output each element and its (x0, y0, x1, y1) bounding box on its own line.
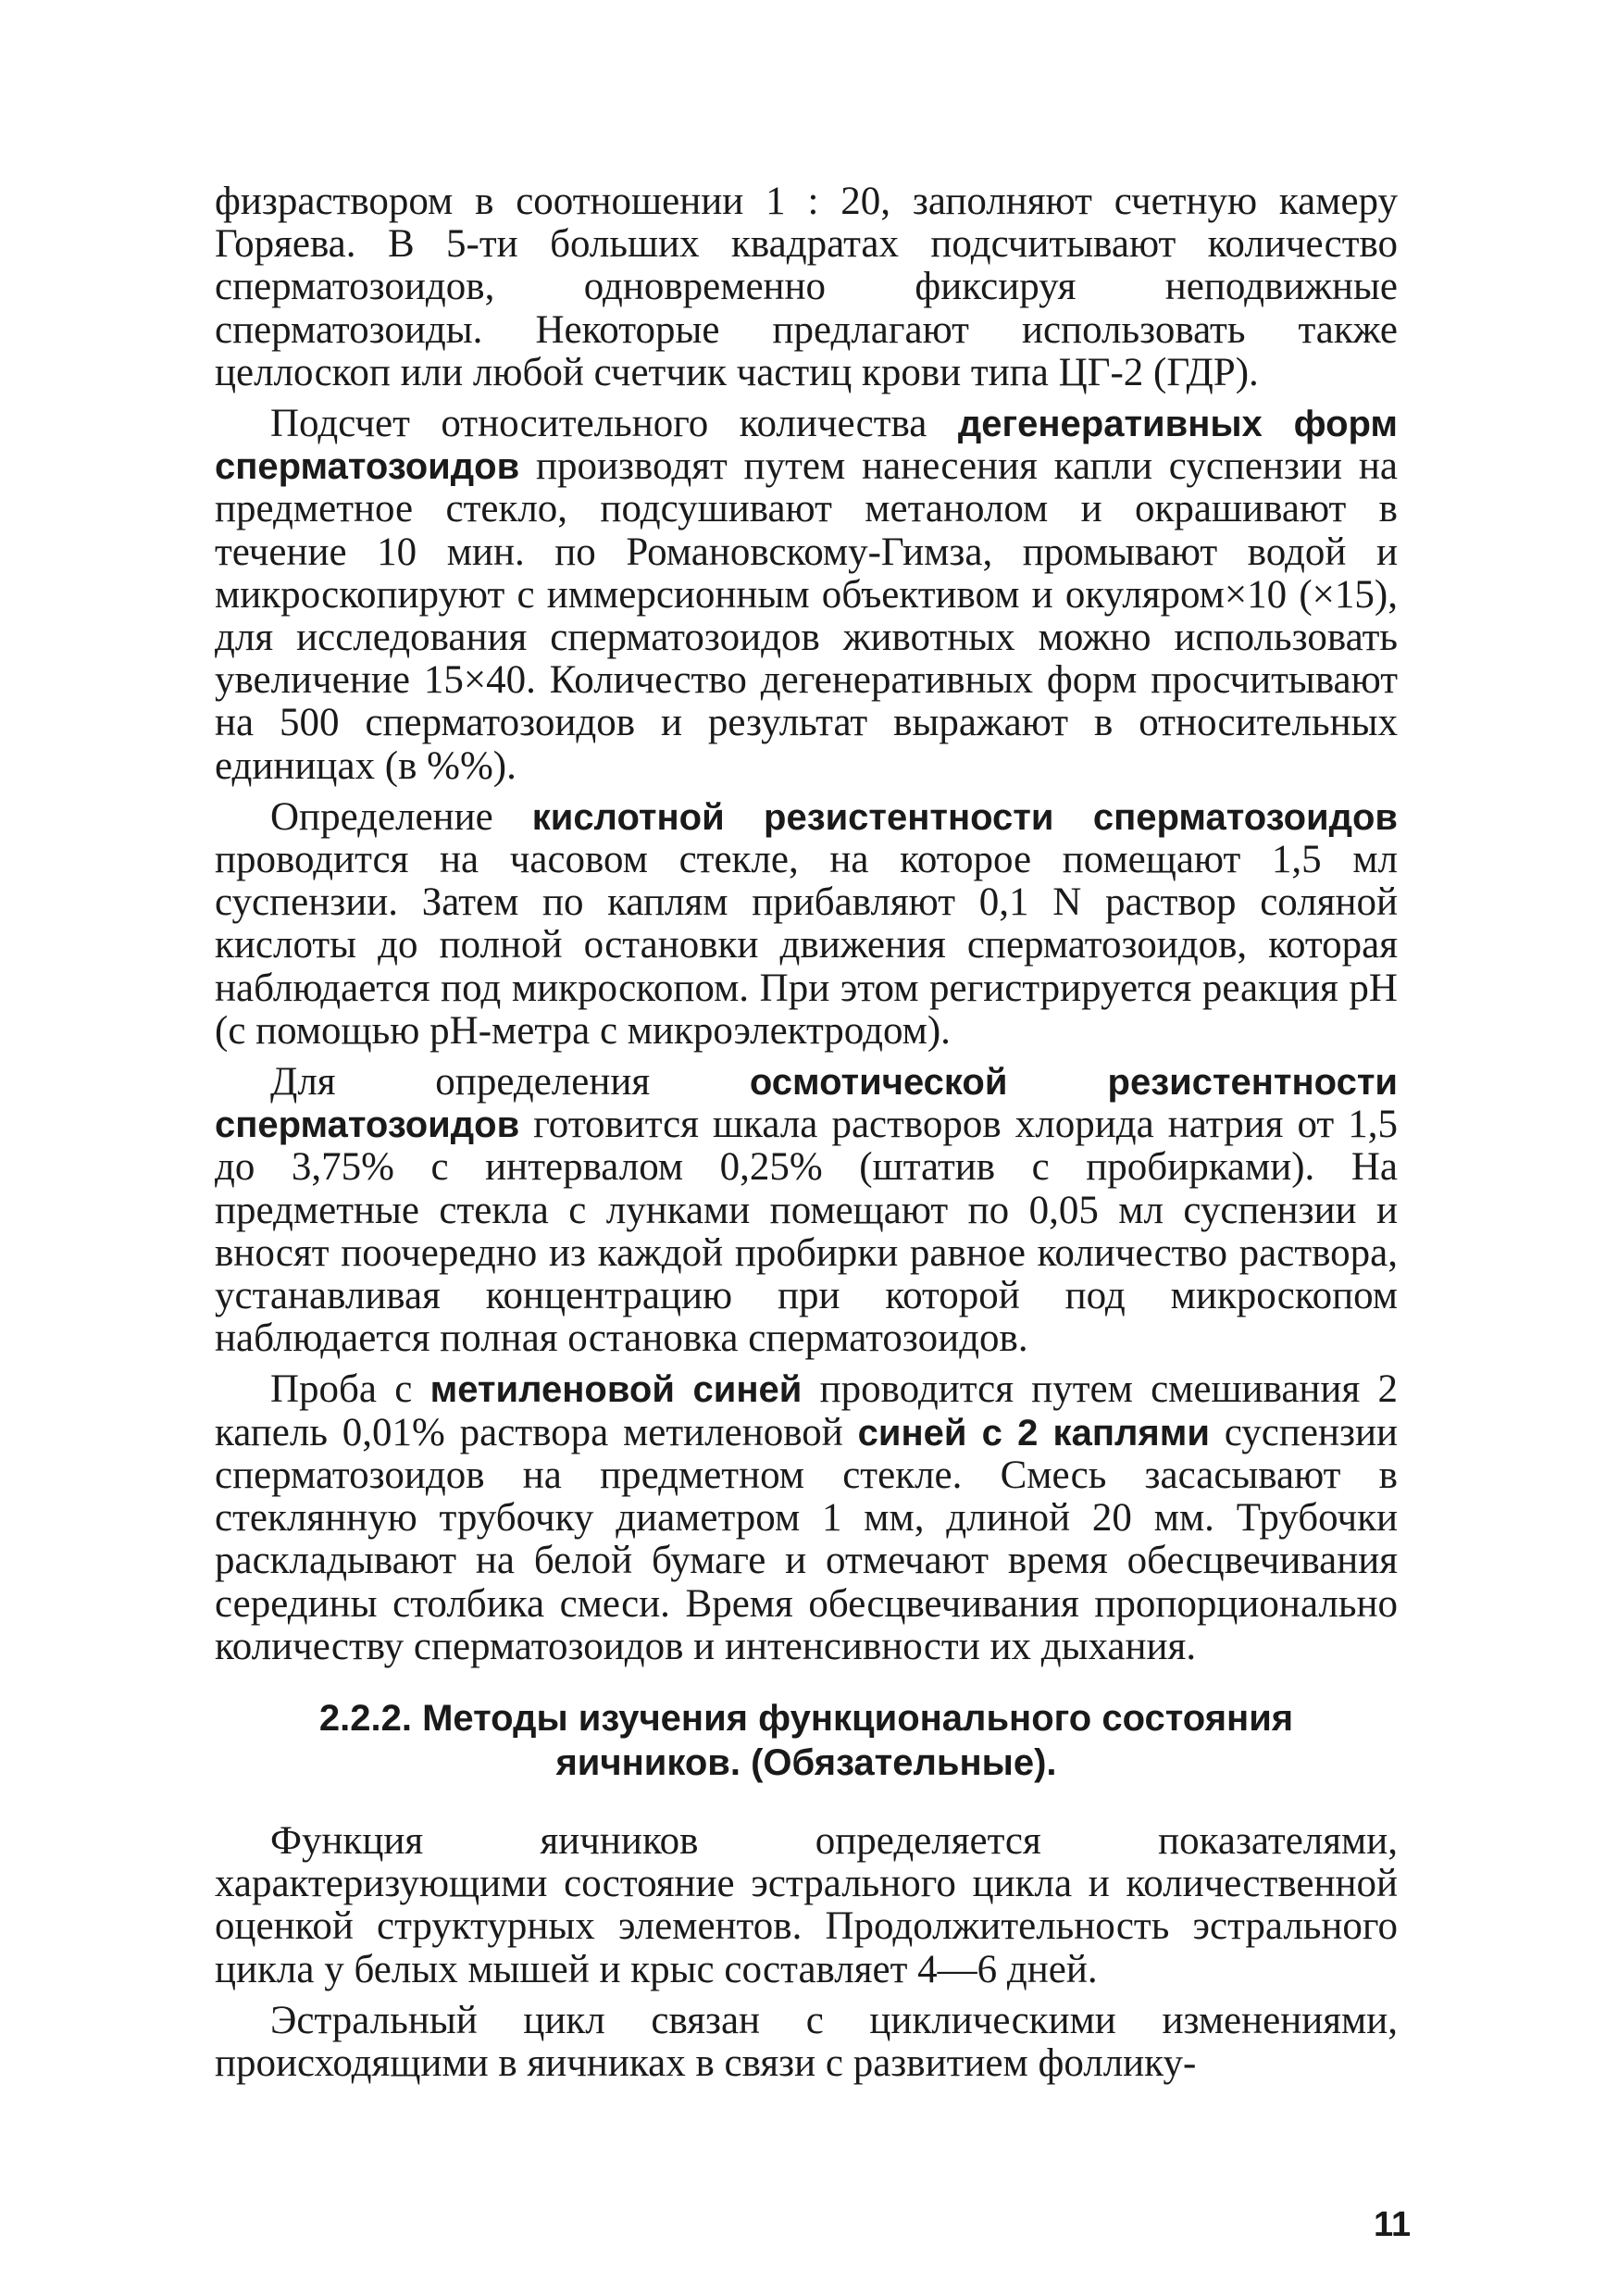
text-run: проводится на часовом стекле, на которое помещают 1,5 мл суспензии. Затем по каплям прибавляют 0,1 N раствор соляной кислоты до полной остановки движения сперматозоидов, которая наблюдается под микроскопом. При этом регистрируется реакция pH (с помощью pH-метра с микроэлектродом). (215, 838, 1398, 1053)
paragraph-degenerative-forms (215, 403, 1398, 788)
page-number: 11 (1374, 2205, 1412, 2244)
bold-term: синей с 2 каплями (857, 1412, 1210, 1454)
paragraph-ovarian-function (215, 1820, 1398, 1991)
paragraph-estrous-cycle (215, 2000, 1398, 2085)
text-run: проводится путем смешивания 2 капель 0,01% раствора метиленовой (215, 1367, 1398, 1454)
text-run: Для определения (270, 1060, 750, 1104)
bold-term: кислотной резистентности сперматозоидов (531, 796, 1399, 838)
bold-term: метиленовой синей (429, 1369, 803, 1411)
bold-term: осмотической резистентности сперматозоидов (215, 1062, 1398, 1146)
section-heading-line-2: яичников. (Обязательные). (555, 1741, 1057, 1783)
body-text (215, 181, 1398, 2093)
paragraph-sperm-count (215, 181, 1398, 394)
bold-term: дегенеративных форм сперматозоидов (215, 404, 1398, 488)
text-run: Подсчет относительного количества (270, 402, 958, 446)
text-run: готовится шкала растворов хлорида натрия от 1,5 до 3,75% с интервалом 0,25% (штатив с пробирками). На предметные стекла с лунками помещают по 0,05 мл суспензии и вносят поочередно из каждой пробирки равное количество раствора, устанавливая концентрацию при которой под микроскопом наблюдается полная остановка сперматозоидов. (215, 1103, 1398, 1361)
text-run: производят путем нанесения капли суспензии на предметное стекло, подсушивают метанолом и окрашивают в течение 10 мин. по Романовскому-Гимза, промывают водой и микроскопируют с иммерсионным объективом и окуляром×10 (×15), для исследования сперматозоидов животных можно использовать увеличение 15×40. Количество дегенеративных форм просчитывают на 500 сперматозоидов и результат выражают в относительных единицах (в %%). (215, 444, 1398, 788)
text-run: физраствором в соотношении 1 : 20, заполняют счетную камеру Горяева. В 5-ти больших квадратах подсчитывают количество сперматозоидов, одновременно фиксируя неподвижные сперматозоиды. Некоторые предлагают использовать также целлоскоп или любой счетчик частиц крови типа ЦГ-2 (ГДР). (215, 180, 1398, 394)
text-run: Эстральный цикл связан с циклическими изменениями, происходящими в яичниках в связи с развитием фоллику- (215, 1998, 1398, 2085)
paragraph-methylene-blue-test (215, 1368, 1398, 1667)
paragraph-osmotic-resistance (215, 1061, 1398, 1360)
section-heading (215, 1696, 1398, 1785)
paragraph-acid-resistance (215, 796, 1398, 1053)
text-run: Определение (270, 794, 532, 839)
text-run: Проба с (270, 1367, 430, 1412)
text-run: суспензии сперматозоидов на предметном стекле. Смесь засасывают в стеклянную трубочку диаметром 1 мм, длиной 20 мм. Трубочки раскладывают на белой бумаге и отмечают время обесцвечивания середины столбика смеси. Время обесцвечивания пропорционально количеству сперматозоидов и интенсивности их дыхания. (215, 1410, 1398, 1668)
section-heading-line-1: 2.2.2. Методы изучения функционального состояния (318, 1697, 1294, 1739)
text-run: Функция яичников определяется показателями, характеризующими состояние эстрального цикла и количественной оценкой структурных элементов. Продолжительность эстрального цикла у белых мышей и крыс составляет 4—6 дней. (215, 1818, 1398, 1991)
